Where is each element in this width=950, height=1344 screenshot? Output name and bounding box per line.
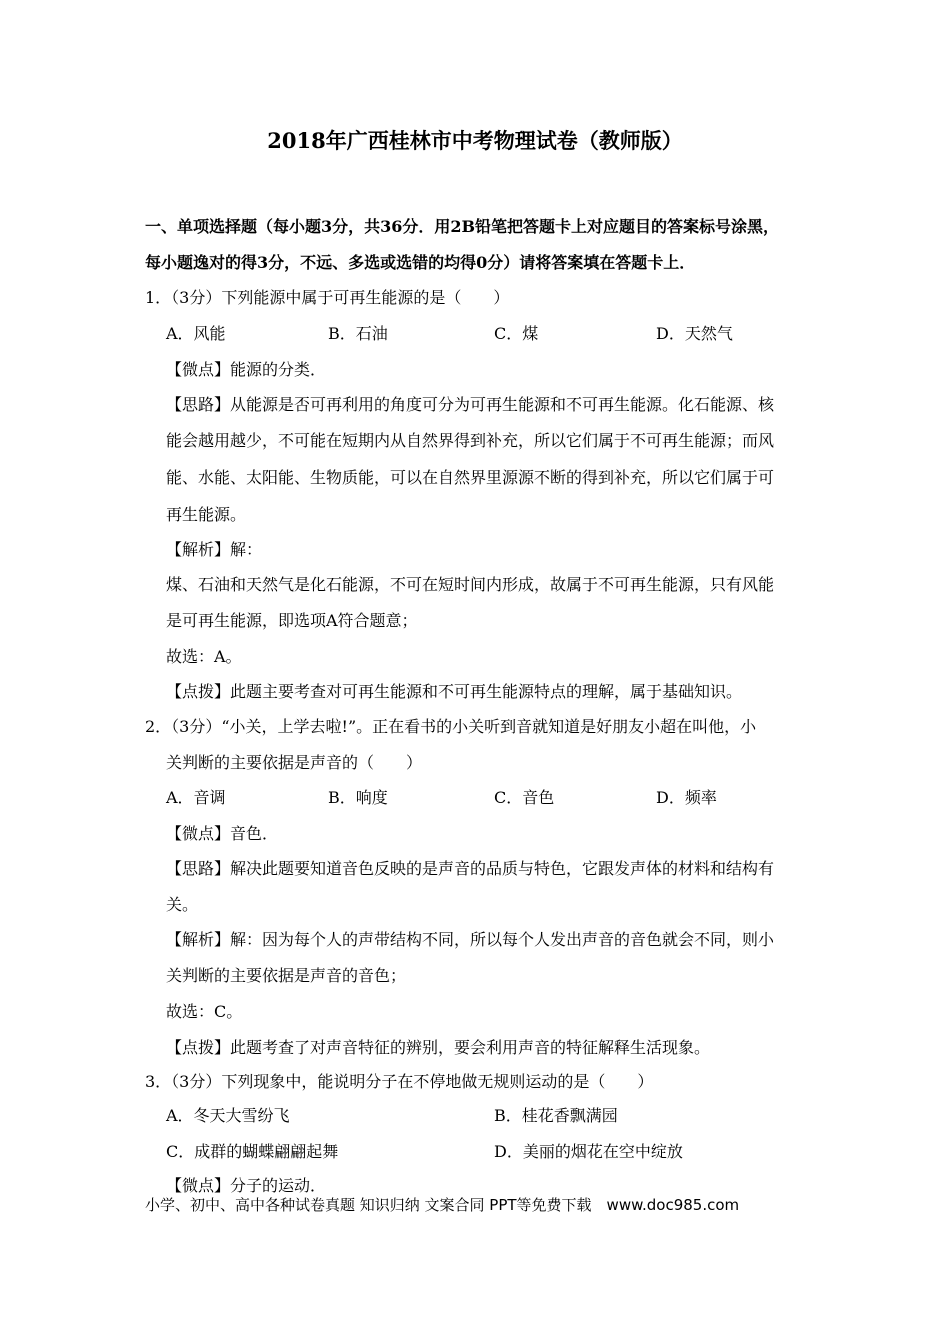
q2-stem-line-2: 关判断的主要依据是声音的（ ） xyxy=(166,753,423,772)
q1-weidian: 【微点】能源的分类． xyxy=(166,360,327,379)
q1-option-c: C．煤 xyxy=(494,324,539,343)
q2-jiexi-line-1: 【解析】解：因为每个人的声带结构不同，所以每个人发出声音的音色就会不同，则小 xyxy=(166,930,775,949)
page-title: 2018年广西桂林市中考物理试卷（教师版） xyxy=(267,128,683,153)
q2-stem-line-1: 2．（3分）“小关，上学去啦!”。正在看书的小关听到音就知道是好朋友小超在叫他，小 xyxy=(145,717,757,736)
q2-jiexi-line-3: 故选：C。 xyxy=(166,1002,243,1021)
q3-option-a: A．冬天大雪纷飞 xyxy=(166,1106,290,1125)
q3-weidian: 【微点】分子的运动． xyxy=(166,1176,327,1195)
q1-jiexi-line-3: 是可再生能源，即选项A符合题意； xyxy=(166,611,418,630)
section-heading-line-1: 一、单项选择题（每小题3分，共36分．用2B铅笔把答题卡上对应题目的答案标号涂黑， xyxy=(145,217,780,236)
q1-silu-line-4: 再生能源。 xyxy=(166,505,247,524)
footer-note: 小学、初中、高中各种试卷真题 知识归纳 文案合同 PPT等免费下载 www.doc985.com xyxy=(145,1196,740,1214)
q1-option-b: B．石油 xyxy=(328,324,388,343)
q2-weidian: 【微点】音色． xyxy=(166,824,279,843)
q2-option-c: C．音色 xyxy=(494,788,555,807)
q1-option-a: A．风能 xyxy=(166,324,226,343)
q3-option-c: C．成群的蝴蝶翩翩起舞 xyxy=(166,1142,339,1161)
q2-silu-line-2: 关。 xyxy=(166,895,199,914)
q1-silu-line-3: 能、水能、太阳能、生物质能，可以在自然界里源源不断的得到补充，所以它们属于可 xyxy=(166,468,775,487)
q1-jiexi-line-2: 煤、石油和天然气是化石能源，不可在短时间内形成，故属于不可再生能源，只有风能 xyxy=(166,575,775,594)
q2-dianbo: 【点拨】此题考查了对声音特征的辨别，要会利用声音的特征解释生活现象。 xyxy=(166,1038,711,1057)
q2-silu-line-1: 【思路】解决此题要知道音色反映的是声音的品质与特色，它跟发声体的材料和结构有 xyxy=(166,859,775,878)
q2-jiexi-line-2: 关判断的主要依据是声音的音色； xyxy=(166,966,407,985)
q1-dianbo: 【点拨】此题主要考查对可再生能源和不可再生能源特点的理解，属于基础知识。 xyxy=(166,682,743,701)
q1-option-d: D．天然气 xyxy=(656,324,733,343)
q3-option-b: B．桂花香飘满园 xyxy=(494,1106,618,1125)
q1-jiexi-line-1: 【解析】解： xyxy=(166,540,263,559)
q1-silu-line-2: 能会越用越少，不可能在短期内从自然界得到补充，所以它们属于不可再生能源；而风 xyxy=(166,431,775,450)
q2-option-a: A．音调 xyxy=(166,788,226,807)
q2-option-d: D．频率 xyxy=(656,788,717,807)
section-heading-line-2: 每小题逸对的得3分，不远、多选或选错的均得0分）请将答案填在答题卡上． xyxy=(145,253,696,272)
q3-option-d: D．美丽的烟花在空中绽放 xyxy=(494,1142,683,1161)
q3-stem: 3．（3分）下列现象中，能说明分子在不停地做无规则运动的是（ ） xyxy=(145,1072,654,1091)
q2-option-b: B．响度 xyxy=(328,788,388,807)
q1-silu-line-1: 【思路】从能源是否可再利用的角度可分为可再生能源和不可再生能源。化石能源、核 xyxy=(166,395,775,414)
q1-jiexi-line-4: 故选：A。 xyxy=(166,647,242,666)
q1-stem: 1．（3分）下列能源中属于可再生能源的是（ ） xyxy=(145,288,510,307)
